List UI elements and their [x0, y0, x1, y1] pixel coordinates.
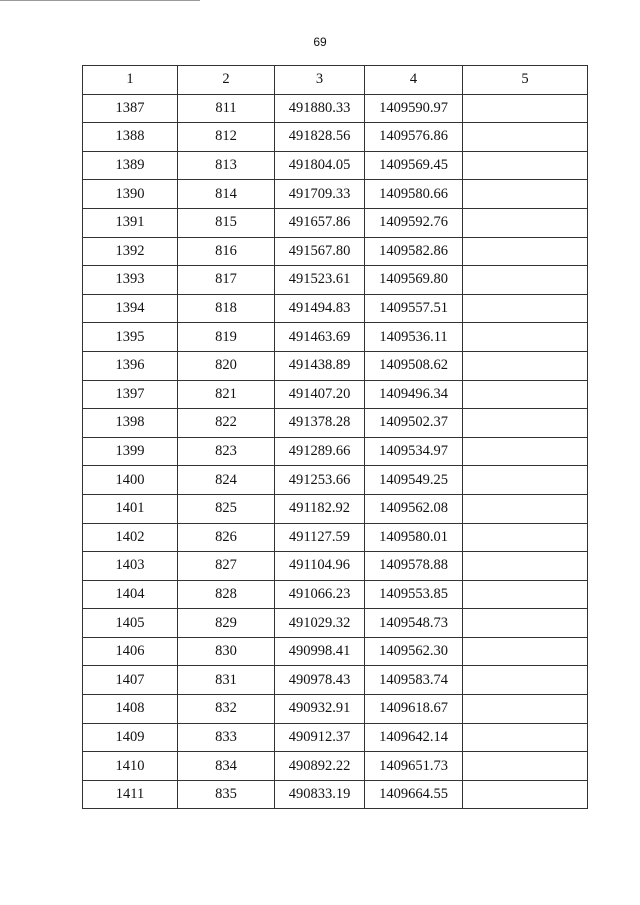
table-cell: 1409580.01 — [365, 523, 463, 552]
table-cell: 491657.86 — [275, 208, 365, 237]
table-row — [83, 437, 588, 466]
table-cell — [463, 94, 588, 123]
table-cell: 490932.91 — [275, 695, 365, 724]
table-cell: 490912.37 — [275, 723, 365, 752]
table-cell: 831 — [178, 666, 275, 695]
table-row — [83, 94, 588, 123]
table-cell: 1409576.86 — [365, 123, 463, 152]
table-cell: 826 — [178, 523, 275, 552]
table-cell: 1395 — [83, 323, 178, 352]
table-row — [83, 523, 588, 552]
table-cell: 822 — [178, 409, 275, 438]
table-cell: 1403 — [83, 552, 178, 581]
table-cell: 491066.23 — [275, 580, 365, 609]
table-cell — [463, 266, 588, 295]
header-cell: 1 — [83, 66, 178, 95]
table-row — [83, 752, 588, 781]
table-cell — [463, 723, 588, 752]
table-row — [83, 266, 588, 295]
table-cell: 1402 — [83, 523, 178, 552]
table-cell: 1389 — [83, 151, 178, 180]
table-cell: 491182.92 — [275, 494, 365, 523]
table-cell: 1409502.37 — [365, 409, 463, 438]
table-cell: 1409580.66 — [365, 180, 463, 209]
table-cell: 1406 — [83, 637, 178, 666]
table-cell: 812 — [178, 123, 275, 152]
table-row — [83, 666, 588, 695]
table-row — [83, 208, 588, 237]
table-cell: 1393 — [83, 266, 178, 295]
table-cell: 830 — [178, 637, 275, 666]
table-cell: 1394 — [83, 294, 178, 323]
table-cell — [463, 494, 588, 523]
table-cell: 1404 — [83, 580, 178, 609]
table-cell: 1391 — [83, 208, 178, 237]
table-cell: 491709.33 — [275, 180, 365, 209]
table-cell — [463, 580, 588, 609]
table-row — [83, 351, 588, 380]
table-cell — [463, 208, 588, 237]
table-cell: 491104.96 — [275, 552, 365, 581]
table-cell: 1401 — [83, 494, 178, 523]
table-row — [83, 237, 588, 266]
table-cell — [463, 780, 588, 809]
table-cell: 1409562.08 — [365, 494, 463, 523]
table-cell: 1409534.97 — [365, 437, 463, 466]
table-cell: 1407 — [83, 666, 178, 695]
table-cell: 490998.41 — [275, 637, 365, 666]
table-cell — [463, 437, 588, 466]
table-cell: 829 — [178, 609, 275, 638]
table-cell: 823 — [178, 437, 275, 466]
table-cell: 1397 — [83, 380, 178, 409]
table-row — [83, 609, 588, 638]
table-cell: 1409496.34 — [365, 380, 463, 409]
table-cell: 491523.61 — [275, 266, 365, 295]
coordinate-table — [82, 65, 588, 809]
table-cell: 1409548.73 — [365, 609, 463, 638]
table-cell: 1409 — [83, 723, 178, 752]
table-cell: 818 — [178, 294, 275, 323]
table-cell: 835 — [178, 780, 275, 809]
table-cell: 1409642.14 — [365, 723, 463, 752]
table-cell: 1409569.80 — [365, 266, 463, 295]
table-cell: 824 — [178, 466, 275, 495]
table-cell — [463, 294, 588, 323]
table-row — [83, 409, 588, 438]
table-cell: 817 — [178, 266, 275, 295]
table-row — [83, 380, 588, 409]
table-cell: 1409557.51 — [365, 294, 463, 323]
table-cell — [463, 123, 588, 152]
table-row — [83, 780, 588, 809]
table-cell: 491289.66 — [275, 437, 365, 466]
table-cell — [463, 637, 588, 666]
table-cell: 1409569.45 — [365, 151, 463, 180]
table-row — [83, 294, 588, 323]
header-cell: 5 — [463, 66, 588, 95]
table-cell: 821 — [178, 380, 275, 409]
table-cell: 1409592.76 — [365, 208, 463, 237]
table-cell — [463, 351, 588, 380]
table-cell: 1392 — [83, 237, 178, 266]
table-cell: 1408 — [83, 695, 178, 724]
table-cell — [463, 409, 588, 438]
table-cell: 1411 — [83, 780, 178, 809]
table-cell: 1400 — [83, 466, 178, 495]
header-cell: 4 — [365, 66, 463, 95]
table-cell: 490978.43 — [275, 666, 365, 695]
table-cell: 828 — [178, 580, 275, 609]
table-cell: 1409590.97 — [365, 94, 463, 123]
table-cell: 1409651.73 — [365, 752, 463, 781]
table-row — [83, 123, 588, 152]
table-cell — [463, 695, 588, 724]
table-cell — [463, 380, 588, 409]
table-cell: 491567.80 — [275, 237, 365, 266]
table-cell: 491029.32 — [275, 609, 365, 638]
table-cell: 491378.28 — [275, 409, 365, 438]
table-row — [83, 695, 588, 724]
table-cell — [463, 151, 588, 180]
header-cell: 3 — [275, 66, 365, 95]
top-rule — [0, 0, 200, 1]
table-cell — [463, 752, 588, 781]
table-cell: 1387 — [83, 94, 178, 123]
table-cell: 490833.19 — [275, 780, 365, 809]
table-cell — [463, 323, 588, 352]
table-cell: 1388 — [83, 123, 178, 152]
table-cell: 832 — [178, 695, 275, 724]
table-cell: 491253.66 — [275, 466, 365, 495]
table-cell: 1405 — [83, 609, 178, 638]
table-cell: 1399 — [83, 437, 178, 466]
table-cell: 1409549.25 — [365, 466, 463, 495]
table-row — [83, 466, 588, 495]
table-cell — [463, 523, 588, 552]
header-cell: 2 — [178, 66, 275, 95]
table-cell: 491438.89 — [275, 351, 365, 380]
table-row — [83, 494, 588, 523]
table-cell: 491494.83 — [275, 294, 365, 323]
table-cell: 833 — [178, 723, 275, 752]
table-cell: 816 — [178, 237, 275, 266]
table-cell: 1409508.62 — [365, 351, 463, 380]
page-number: 69 — [313, 35, 327, 49]
table-cell: 1409664.55 — [365, 780, 463, 809]
table-row — [83, 323, 588, 352]
table-cell — [463, 466, 588, 495]
table-cell: 1398 — [83, 409, 178, 438]
table-cell: 1390 — [83, 180, 178, 209]
table-cell: 491127.59 — [275, 523, 365, 552]
table-header — [83, 66, 588, 95]
table-cell: 491407.20 — [275, 380, 365, 409]
table-cell: 815 — [178, 208, 275, 237]
table-cell: 834 — [178, 752, 275, 781]
table-cell: 813 — [178, 151, 275, 180]
table-cell: 827 — [178, 552, 275, 581]
table-cell — [463, 609, 588, 638]
table-cell: 1409562.30 — [365, 637, 463, 666]
table-body — [83, 94, 588, 809]
table-cell: 491828.56 — [275, 123, 365, 152]
table-cell — [463, 552, 588, 581]
table-cell: 819 — [178, 323, 275, 352]
table-cell: 814 — [178, 180, 275, 209]
table-cell — [463, 237, 588, 266]
table-cell — [463, 666, 588, 695]
table-row — [83, 552, 588, 581]
table-cell: 491463.69 — [275, 323, 365, 352]
table-cell — [463, 180, 588, 209]
table-row — [83, 723, 588, 752]
table-cell: 811 — [178, 94, 275, 123]
table-cell: 1410 — [83, 752, 178, 781]
table-cell: 1409583.74 — [365, 666, 463, 695]
table-cell: 1409582.86 — [365, 237, 463, 266]
table-cell: 491880.33 — [275, 94, 365, 123]
table-cell: 490892.22 — [275, 752, 365, 781]
table-cell: 1409553.85 — [365, 580, 463, 609]
table-row — [83, 637, 588, 666]
table-cell: 1409618.67 — [365, 695, 463, 724]
table-cell: 491804.05 — [275, 151, 365, 180]
table-cell: 1396 — [83, 351, 178, 380]
table-row — [83, 180, 588, 209]
table-cell: 820 — [178, 351, 275, 380]
table-cell: 1409578.88 — [365, 552, 463, 581]
table-row — [83, 151, 588, 180]
table-row — [83, 580, 588, 609]
table-cell: 1409536.11 — [365, 323, 463, 352]
table-cell: 825 — [178, 494, 275, 523]
header-row — [83, 66, 588, 95]
